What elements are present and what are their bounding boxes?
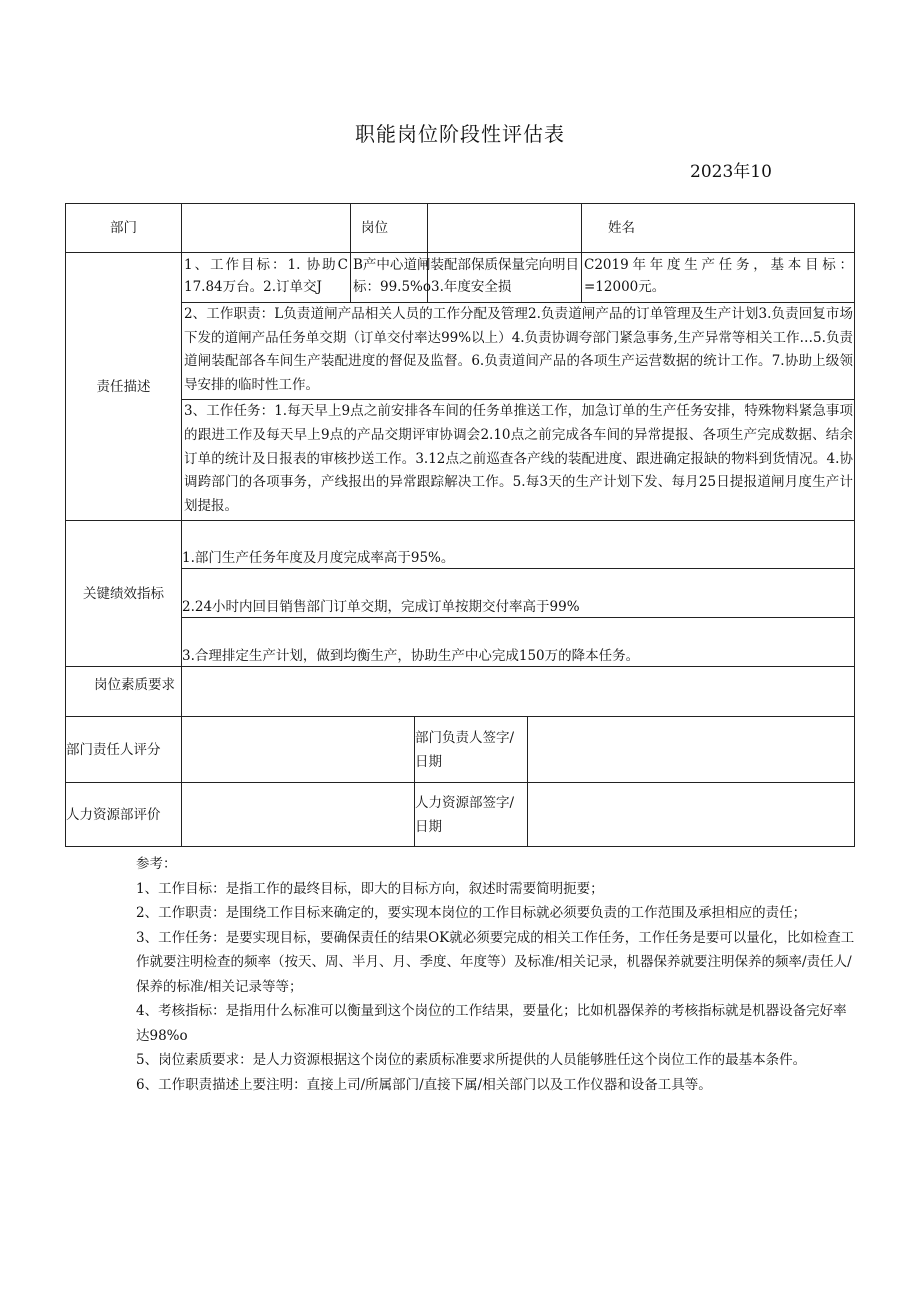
note-item-2: 2、工作职责：是围绕工作目标来确定的，要实现本岗位的工作目标就必须要负责的工作范围及承担相应的责任； xyxy=(136,905,807,921)
evaluation-form xyxy=(65,203,855,847)
notes-heading: 参考： xyxy=(136,856,177,872)
reference-notes xyxy=(136,852,856,1097)
kpi-item-1: 1.部门生产任务年度及月度完成率高于95%。 xyxy=(182,550,455,566)
dept-review-label: 部门责任人评分 xyxy=(66,741,161,758)
position-field[interactable] xyxy=(428,204,581,252)
dept-label: 部门 xyxy=(110,220,137,236)
hr-sign-label: 人力资源部签字/日期 xyxy=(415,795,515,835)
responsibility-label: 责任描述 xyxy=(96,378,151,395)
dept-field[interactable] xyxy=(182,204,350,252)
kpi-item-2: 2.24小时内回目销售部门订单交期，完成订单按期交付率高于99% xyxy=(182,599,580,615)
position-label: 岗位 xyxy=(361,220,388,236)
goal-text-col2: B产中心道闸装配部保质保量完向明目标：99.5%o3.年度安全损 xyxy=(353,257,579,295)
name-label: 姓名 xyxy=(608,220,635,236)
tasks-text: 3、工作任务：1.每天早上9点之前安排各车间的任务单推送工作，加急订单的生产任务安排，特殊物料紧急事项的跟进工作及每天早上9点的产品交期评审协调会2.10点之前完成各车间的异常提报、各项生产完成数据、结余订单的统计及日报表的审核抄送工作。3.12点之前巡查各产线的装配进度、跟进确定报缺的物料到货情况。4.协调跨部门的各项事务，产线报出的异常跟踪解决工作。5.每3天的生产计划下发、每月25日提报道闸月度生产计划提报。 xyxy=(184,403,853,515)
note-item-6: 6、工作职责描述上要注明：直接上司/所属部门/直接下属/相关部门以及工作仪器和设备工具等。 xyxy=(136,1076,712,1093)
hr-sign-field[interactable] xyxy=(528,783,855,847)
kpi-label: 关键绩效指标 xyxy=(83,585,164,602)
page-title: 职能岗位阶段性评估表 xyxy=(355,122,565,146)
quality-field[interactable] xyxy=(182,667,855,716)
dept-sign-label: 部门负责人签字/日期 xyxy=(415,729,515,770)
note-item-1: 1、工作目标：是指工作的最终目标，即大的目标方向，叙述时需要简明扼要； xyxy=(136,880,604,897)
goal-text-col1: 1、工作目标：1. 协助C 17.84万台。2.订单交J xyxy=(184,257,348,295)
date-label: 2023年10 xyxy=(690,162,772,182)
note-item-5: 5、岗位素质要求：是人力资源根据这个岗位的素质标准要求所提供的人员能够胜任这个岗位工作的最基本条件。 xyxy=(136,1052,807,1068)
dept-sign-field[interactable] xyxy=(528,717,855,782)
note-item-4: 4、考核指标：是指用什么标准可以衡量到这个岗位的工作结果，要量化；比如机器保养的考核指标就是机器设备完好率达98%o xyxy=(136,1003,847,1044)
note-item-3: 3、工作任务：是要实现目标，要确保责任的结果OK就必须要完成的相关工作任务，工作任务是要可以量化，比如检查工作就要注明检查的频率（按天、周、半月、月、季度、年度等）及标准/相关记录，机器保养就要注明保养的频率/责任人/保养的标准/相关记录等等； xyxy=(136,929,855,995)
duties-text: 2、工作职责：L负责道闸产品相关人员的工作分配及管理2.负责道闸产品的订单管理及生产计划3.负责回复市场下发的道闸产品任务单交期（订单交付率达99%以上）4.负责协调夸部门紧急事务,生产异常等相关工作…5.负责道闸装配部各车间生产装配进度的督促及监督。6.负责道间产品的各项生产运营数据的统计工作。7.协助上级领导安排的临时性工作。 xyxy=(184,306,853,393)
goal-text-col3: C2019年年度生产任务，基本目标：=12000元。 xyxy=(584,257,853,295)
hr-review-label: 人力资源部评价 xyxy=(66,807,161,823)
quality-label: 岗位素质要求 xyxy=(94,677,175,693)
kpi-item-3: 3.合理排定生产计划，做到均衡生产，协助生产中心完成150万的降本任务。 xyxy=(182,648,640,664)
dept-review-field[interactable] xyxy=(182,717,414,782)
hr-review-field[interactable] xyxy=(182,783,414,847)
